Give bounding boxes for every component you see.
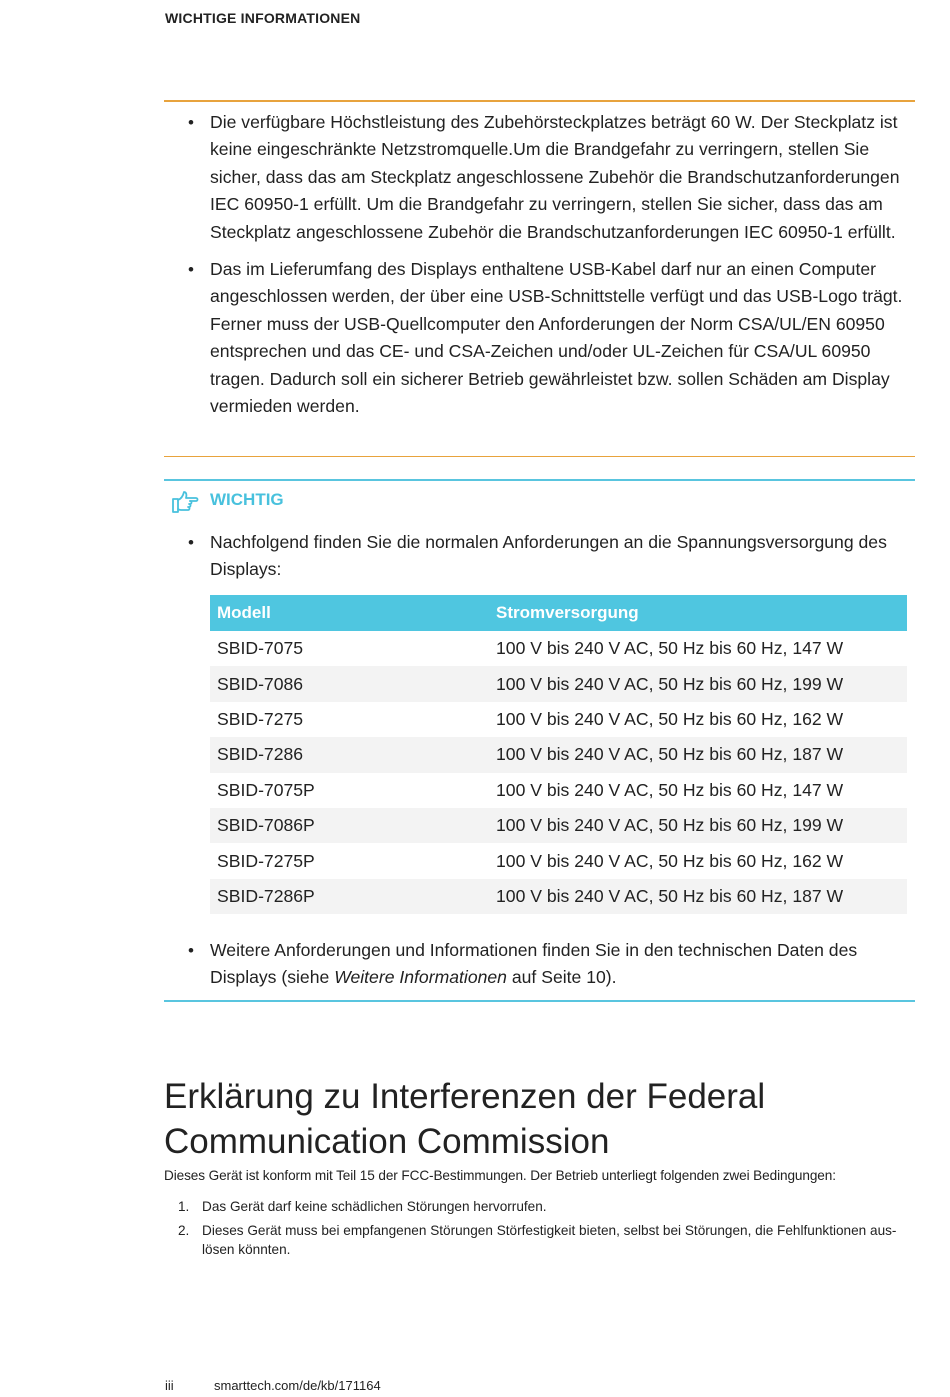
important-footnote-list: [164, 937, 909, 992]
power-cell: 100 V bis 240 V AC, 50 Hz bis 60 Hz, 147 W: [496, 638, 844, 659]
power-cell: 100 V bis 240 V AC, 50 Hz bis 60 Hz, 199 W: [489, 808, 907, 843]
list-text: Dieses Gerät muss bei empfangenen Störungen Störfestigkeit bieten, selbst bei Störungen, die Fehlfunktionen aus-lösen könnten.: [202, 1222, 897, 1257]
important-title: WICHTIG: [210, 490, 284, 509]
important-intro-list: [164, 529, 909, 584]
list-item: [164, 1221, 919, 1260]
list-number: 2.: [178, 1222, 190, 1238]
model-cell: SBID-7275: [217, 708, 304, 729]
pointing-hand-icon: [171, 490, 199, 514]
footer-url[interactable]: smarttech.com/de/kb/171164: [214, 1378, 381, 1393]
table-row: [210, 666, 907, 701]
model-cell: SBID-7086: [210, 666, 489, 701]
footnote-text-before: Weitere Anforderungen und Informationen finden Sie in den technischen Daten des Displays (siehe: [210, 940, 858, 988]
power-cell: 100 V bis 240 V AC, 50 Hz bis 60 Hz, 162 W: [496, 850, 844, 871]
list-item: [164, 1197, 919, 1217]
model-cell: SBID-7086P: [210, 808, 489, 843]
power-cell: 100 V bis 240 V AC, 50 Hz bis 60 Hz, 162 W: [496, 708, 844, 729]
model-cell: SBID-7286P: [210, 879, 489, 914]
running-header: WICHTIGE INFORMATIONEN: [165, 10, 361, 26]
section-intro: Dieses Gerät ist konform mit Teil 15 der FCC-Bestimmungen. Der Betrieb unterliegt folgenden zwei Bedingungen:: [164, 1168, 836, 1183]
table-row: [210, 773, 907, 808]
column-header-model: Modell: [210, 595, 489, 631]
warning-bullet-2: • Das im Lieferumfang des Displays enthaltene USB-Kabel darf nur an einen Computer angeschlossen werden, der über eine USB-Schnittstelle verfügt und das USB-Logo trägt. Ferner muss der USB-Quellcomputer den Anforderungen der Norm CSA/UL/EN 60950 entsprechen und das CE- und CSA-Zeichen und/oder UL-Zeichen für CSA/UL 60950 tragen. Dadurch soll ein sicherer Betrieb gewährleistet bzw. sollen Schäden am Display vermieden werden.: [164, 256, 909, 420]
warning-list: [164, 109, 909, 420]
power-cell: 100 V bis 240 V AC, 50 Hz bis 60 Hz, 187 W: [489, 879, 907, 914]
power-cell: 100 V bis 240 V AC, 50 Hz bis 60 Hz, 147 W: [496, 779, 844, 800]
table-row: [210, 808, 907, 843]
power-supply-table: [210, 595, 907, 914]
warning-bullet-1: • Die verfügbare Höchstleistung des Zubehörsteckplatzes beträgt 60 W. Der Steckplatz ist keine eingeschränkte Netzstromquelle.Um die Brandgefahr zu verringern, stellen Sie sicher, dass das am Steckplatz angeschlossene Zubehör die Brandschutzanforderungen IEC 60950-1 erfüllt. Um die Brandgefahr zu verringern, stellen Sie sicher, dass das am Steckplatz angeschlossene Zubehör die Brandschutzanforderungen IEC 60950-1 erfüllt.: [164, 109, 909, 246]
table-row: [210, 702, 907, 737]
warning-box: [164, 100, 915, 457]
table-row: [210, 631, 907, 666]
model-cell: SBID-7275P: [217, 850, 315, 871]
power-cell: 100 V bis 240 V AC, 50 Hz bis 60 Hz, 199 W: [489, 666, 907, 701]
column-header-power: Stromversorgung: [489, 595, 907, 631]
footnote-text-after: auf Seite 10).: [506, 967, 617, 988]
model-cell: SBID-7075P: [217, 779, 315, 800]
model-cell: SBID-7286: [210, 737, 489, 772]
model-cell: SBID-7075: [217, 638, 304, 659]
further-info-link[interactable]: Weitere Informationen: [334, 967, 507, 988]
section-title: Erklärung zu Interferenzen der Federal Communication Commission: [164, 1077, 766, 1161]
list-number: 1.: [178, 1199, 190, 1214]
list-text: Das Gerät darf keine schädlichen Störungen hervorrufen.: [202, 1199, 547, 1214]
important-box: [164, 479, 915, 1002]
table-header-row: [210, 595, 907, 631]
table-row: [210, 843, 907, 878]
table-row: [210, 879, 907, 914]
table-row: [210, 737, 907, 772]
page-number: iii: [165, 1378, 174, 1393]
conditions-list: [164, 1197, 919, 1260]
important-intro: • Nachfolgend finden Sie die normalen Anforderungen an die Spannungsversorgung des Displays:: [164, 529, 909, 584]
important-footnote: [164, 937, 909, 992]
power-cell: 100 V bis 240 V AC, 50 Hz bis 60 Hz, 187 W: [489, 737, 907, 772]
